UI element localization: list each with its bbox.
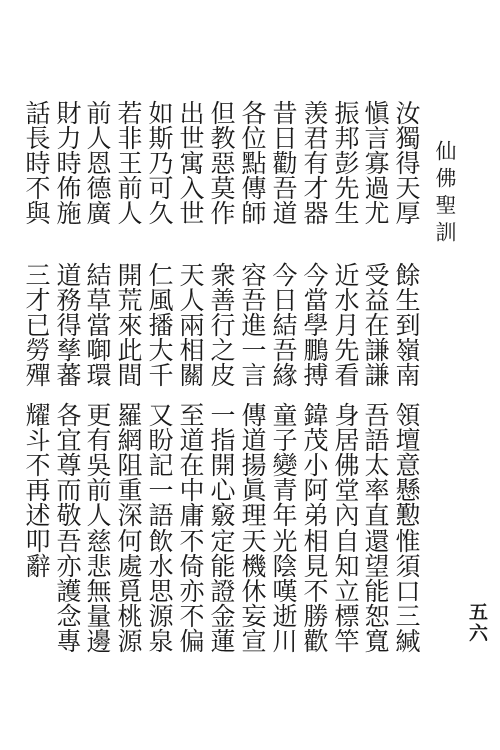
verse-phrase: 領壇意懸懃 — [392, 402, 421, 527]
verse-phrase: 叩辭 — [22, 528, 51, 578]
verse-phrase: 不倚亦不偏 — [176, 528, 205, 653]
verse-phrase: 振邦彭先生 — [331, 100, 360, 225]
verse-phrase: 惟須口三緘 — [392, 528, 421, 653]
verse-phrase: 耀斗不再述 — [22, 402, 51, 527]
verse-phrase: 愼言寡過尤 — [361, 100, 390, 225]
verse-phrase: 還望能恕寬 — [361, 528, 390, 653]
verse-phrase: 身居佛堂內 — [331, 402, 360, 527]
verse-phrase: 至道在中庸 — [176, 402, 205, 527]
verse-phrase: 相見不勝歡 — [300, 528, 329, 653]
verse-phrase: 慈悲無量邊 — [83, 528, 112, 653]
verse-phrase: 受益在謙謙 — [361, 262, 390, 387]
page-number: 五六 — [466, 602, 488, 644]
verse-phrase: 定能證金蓮 — [207, 528, 236, 653]
verse-phrase: 仁風播大千 — [145, 262, 174, 387]
verse-phrase: 何處覓桃源 — [114, 528, 143, 653]
verse-phrase: 前人恩德廣 — [83, 100, 112, 225]
verse-phrase: 童子變青年 — [269, 402, 298, 527]
verse-phrase: 天機休妄宣 — [238, 528, 267, 653]
verse-phrase: 結草當啣環 — [83, 262, 112, 387]
verse-phrase: 但教惡莫作 — [207, 100, 236, 225]
verse-phrase: 吾語太率直 — [361, 402, 390, 527]
verse-phrase: 羅網阻重深 — [114, 402, 143, 527]
verse-phrase: 傳道揚眞理 — [238, 402, 267, 527]
verse-phrase: 又盼記一語 — [145, 402, 174, 527]
verse-phrase: 鍏茂小阿弟 — [300, 402, 329, 527]
verse-phrase: 昔日勸吾道 — [269, 100, 298, 225]
verse-phrase: 各位點傳師 — [238, 100, 267, 225]
verse-phrase: 吾亦護念專 — [53, 528, 82, 653]
verse-phrase: 道務得孳蕃 — [53, 262, 82, 387]
verse-phrase: 衆善行之皮 — [207, 262, 236, 387]
verse-phrase: 汝獨得天厚 — [392, 100, 421, 225]
verse-phrase: 開荒來此間 — [114, 262, 143, 387]
verse-phrase: 若非王前人 — [114, 100, 143, 225]
verse-phrase: 各宜尊而敬 — [53, 402, 82, 527]
verse-phrase: 天人兩相關 — [176, 262, 205, 387]
verse-phrase: 一指開心竅 — [207, 402, 236, 527]
verse-phrase: 更有吳前人 — [83, 402, 112, 527]
verse-phrase: 出世寓入世 — [176, 100, 205, 225]
verse-phrase: 餘生到嶺南 — [392, 262, 421, 387]
verse-phrase: 話長時不與 — [22, 100, 51, 225]
verse-phrase: 三才已勞殫 — [22, 262, 51, 387]
verse-phrase: 光陰嘆逝川 — [269, 528, 298, 653]
verse-phrase: 近水月先看 — [331, 262, 360, 387]
verse-phrase: 羡君有才器 — [300, 100, 329, 225]
verse-phrase: 財力時佈施 — [53, 100, 82, 225]
verse-phrase: 今當學鵬搏 — [300, 262, 329, 387]
verse-phrase: 容吾進一言 — [238, 262, 267, 387]
verse-phrase: 自知立標竿 — [331, 528, 360, 653]
verse-phrase: 如斯乃可久 — [145, 100, 174, 225]
verse-phrase: 飲水思源泉 — [145, 528, 174, 653]
page-header: 仙佛聖訓 — [433, 140, 457, 248]
verse-phrase: 今日結吾緣 — [269, 262, 298, 387]
